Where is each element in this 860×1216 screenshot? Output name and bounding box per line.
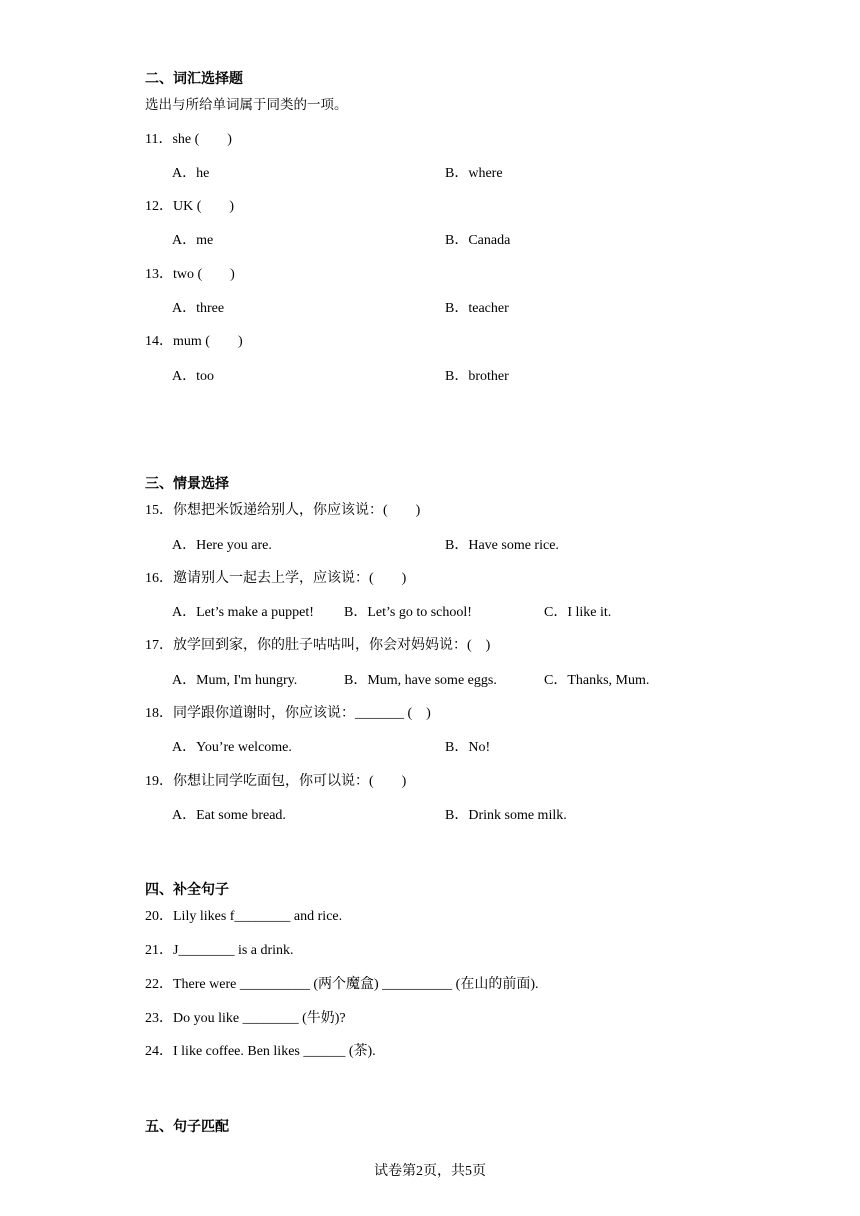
section-4-title: 四、补全句子 (145, 882, 229, 898)
question-15-option-b[interactable]: B．Have some rice. (445, 538, 559, 553)
question-19-stem: 19．你想让同学吃面包，你可以说：( ) (145, 774, 407, 789)
question-11-option-b[interactable]: B．where (445, 166, 503, 181)
section-2-title: 二、词汇选择题 (145, 71, 243, 87)
question-16-option-b[interactable]: B．Let’s go to school! (344, 605, 472, 620)
question-13-stem: 13．two ( ) (145, 267, 235, 282)
question-17-option-a[interactable]: A．Mum, I'm hungry. (172, 673, 298, 688)
question-16-option-a[interactable]: A．Let’s make a puppet! (172, 605, 314, 620)
question-15-stem: 15．你想把米饭递给别人，你应该说：( ) (145, 503, 421, 518)
question-11-option-a[interactable]: A．he (172, 166, 210, 181)
question-14-option-b[interactable]: B．brother (445, 369, 509, 384)
question-15-option-a[interactable]: A．Here you are. (172, 538, 272, 553)
question-12-option-a[interactable]: A．me (172, 233, 214, 248)
question-17-option-c[interactable]: C．Thanks, Mum. (544, 673, 650, 688)
question-16-stem: 16．邀请别人一起去上学，应该说：( ) (145, 571, 407, 586)
question-12-option-b[interactable]: B．Canada (445, 233, 511, 248)
question-16-option-c[interactable]: C．I like it. (544, 605, 612, 620)
section-3-title: 三、情景选择 (145, 476, 229, 492)
question-14-option-a[interactable]: A．too (172, 369, 214, 384)
question-24: 24．I like coffee. Ben likes ______ (茶). (145, 1044, 376, 1059)
page-footer: 试卷第2页，共5页 (374, 1164, 486, 1179)
section-5-title: 五、句子匹配 (145, 1119, 229, 1135)
question-18-option-b[interactable]: B．No! (445, 740, 491, 755)
question-18-stem: 18．同学跟你道谢时，你应该说：_______ ( ) (145, 706, 431, 721)
question-13-option-b[interactable]: B．teacher (445, 301, 509, 316)
question-22: 22．There were __________ (两个魔盒) __________ (在山的前面). (145, 977, 539, 992)
section-2-instruction: 选出与所给单词属于同类的一项。 (145, 97, 348, 113)
question-13-option-a[interactable]: A．three (172, 301, 225, 316)
question-14-stem: 14．mum ( ) (145, 334, 243, 349)
question-20: 20．Lily likes f________ and rice. (145, 909, 343, 924)
question-17-stem: 17．放学回到家，你的肚子咕咕叫，你会对妈妈说：( ) (145, 638, 491, 653)
question-18-option-a[interactable]: A．You’re welcome. (172, 740, 292, 755)
question-17-option-b[interactable]: B．Mum, have some eggs. (344, 673, 497, 688)
question-12-stem: 12．UK ( ) (145, 199, 235, 214)
question-19-option-a[interactable]: A．Eat some bread. (172, 808, 286, 823)
question-11-stem: 11．she ( ) (145, 132, 232, 147)
question-21: 21．J________ is a drink. (145, 943, 294, 958)
question-19-option-b[interactable]: B．Drink some milk. (445, 808, 567, 823)
question-23: 23．Do you like ________ (牛奶)? (145, 1011, 346, 1026)
